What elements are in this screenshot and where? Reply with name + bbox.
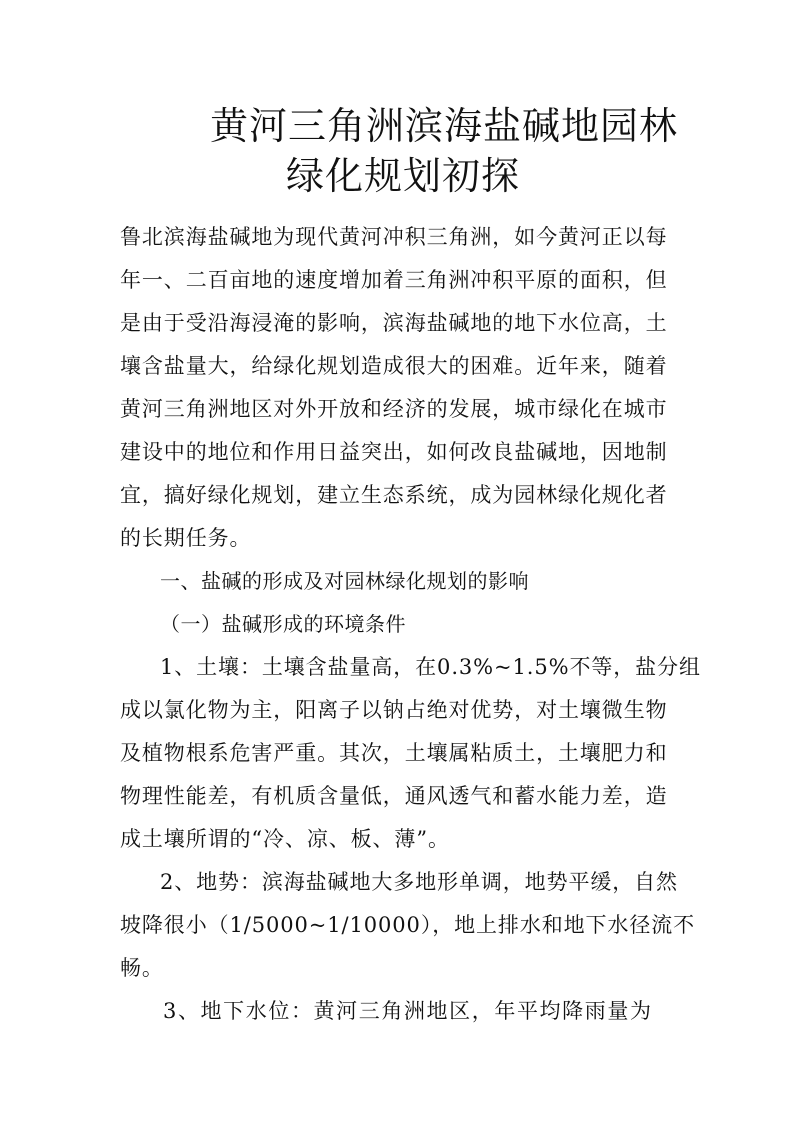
subsection-heading: （一）盐碱形成的环境条件 [160, 612, 406, 636]
paragraph-line: 的长期任务。 [120, 526, 252, 550]
paragraph-line: 年一、二百亩地的速度增加着三角洲冲积平原的面积，但 [120, 268, 668, 292]
paragraph-line: 壤含盐量大，给绿化规划造成很大的困难。近年来，随着 [120, 354, 668, 378]
section-heading: 一、盐碱的形成及对园林绿化规划的影响 [160, 569, 529, 593]
paragraph-line: 黄河三角洲地区对外开放和经济的发展，城市绿化在城市 [120, 397, 668, 421]
paragraph-line: 及植物根系危害严重。其次，土壤属粘质土，土壤肥力和 [120, 741, 668, 765]
paragraph-line: 建设中的地位和作用日益突出，如何改良盐碱地，因地制 [120, 440, 668, 464]
document-title-line-1: 黄河三角洲滨海盐碱地园林 [210, 104, 679, 148]
paragraph-line: 成土壤所谓的“冷、凉、板、薄”。 [120, 827, 450, 851]
paragraph-line: 物理性能差，有机质含量低，通风透气和蓄水能力差，造 [120, 784, 668, 808]
paragraph-line: 成以氯化物为主，阳离子以钠占绝对优势，对土壤微生物 [120, 698, 668, 722]
paragraph-line: 1、土壤：土壤含盐量高，在0.3%~1.5%不等，盐分组 [160, 655, 701, 679]
document-title-line-2: 绿化规划初探 [286, 154, 521, 198]
paragraph-line: 3、地下水位：黄河三角洲地区，年平均降雨量为 [163, 999, 653, 1023]
paragraph-line: 鲁北滨海盐碱地为现代黄河冲积三角洲，如今黄河正以每 [120, 225, 668, 249]
paragraph-line: 2、地势：滨海盐碱地大多地形单调，地势平缓，自然 [160, 870, 678, 894]
paragraph-line: 是由于受沿海浸淹的影响，滨海盐碱地的地下水位高，土 [120, 311, 668, 335]
paragraph-line: 坡降很小（1/5000~1/10000），地上排水和地下水径流不 [120, 913, 696, 937]
paragraph-line: 畅。 [120, 956, 164, 980]
paragraph-line: 宜，搞好绿化规划，建立生态系统，成为园林绿化规化者 [120, 483, 668, 507]
